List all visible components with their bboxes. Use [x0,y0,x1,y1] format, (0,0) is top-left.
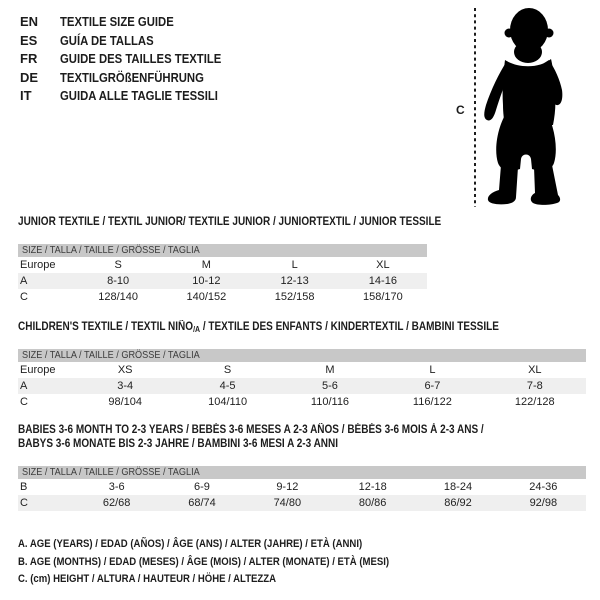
row-label: Europe [20,259,56,271]
size-cell: 4-5 [219,380,236,392]
row-label: A [20,275,28,287]
size-cell: 104/110 [208,396,248,408]
size-cell: 92/98 [529,497,558,509]
junior-title-text: JUNIOR TEXTILE / TEXTIL JUNIOR/ TEXTILE JUNIOR / JUNIORTEXTIL / JUNIOR TESSILE [18,216,442,228]
size-cell: 5-6 [322,380,338,392]
baby-silhouette-icon [484,8,562,205]
size-cell: 110/116 [310,396,350,408]
table-row [18,378,586,394]
language-row [20,69,245,88]
row-label: B [20,481,28,493]
children-section [18,320,586,410]
size-cell: 158/170 [362,291,403,303]
size-cell: 128/140 [98,291,138,303]
size-cell: 14-16 [368,275,397,287]
children-title [18,320,586,335]
baby-figure [455,5,575,210]
size-cell: 98/104 [108,396,143,408]
size-cell: 9-12 [276,481,299,493]
size-header-text: SIZE / TALLA / TAILLE / GRÖSSE / TAGLIA [22,466,200,478]
language-row [20,13,245,32]
language-code: IT [20,88,32,104]
size-cell: 86/92 [444,497,472,509]
size-cell: 152/158 [274,291,315,303]
size-cell: 24-36 [529,481,558,493]
row-label: Europe [20,364,56,376]
language-title: GUÍA DE TALLAS [60,32,154,48]
size-cell: 116/122 [412,396,452,408]
babies-section [18,423,586,511]
size-cell: L [291,259,298,271]
size-cell: 6-9 [194,481,210,493]
language-title: TEXTILE SIZE GUIDE [60,14,174,29]
size-cell: 3-4 [117,380,134,392]
size-cell: 122/128 [514,396,555,408]
size-cell: 62/68 [102,497,131,509]
footnote-b-text: B. AGE (MONTHS) / EDAD (MESES) / ÂGE (MOIS) / ALTER (MONATE) / ETÀ (MESI) [18,555,390,568]
footnote-b [18,554,445,572]
language-code: ES [20,32,38,48]
children-title-text [18,320,499,335]
size-header-bar [18,466,586,479]
size-cell: M [325,364,335,376]
size-cell: 10-12 [192,275,221,287]
footnote-c [18,571,445,589]
size-cell: S [223,364,232,376]
language-title: GUIDE DES TAILLES TEXTILE [60,51,222,67]
row-label: C [20,396,28,408]
babies-title-line1 [18,423,586,437]
size-cell: 7-8 [526,380,543,392]
junior-title [18,215,442,229]
row-label: A [20,380,28,392]
size-cell: 74/80 [273,497,302,509]
table-row [18,479,586,495]
height-marker-label: C [456,103,465,117]
size-cell: 12-18 [358,481,387,493]
table-row [18,273,427,289]
row-label: C [20,291,28,303]
size-cell: 68/74 [188,497,216,509]
language-row [20,50,245,69]
size-header-bar [18,349,586,362]
table-row [18,362,586,378]
footnotes [18,536,445,589]
size-cell: 18-24 [443,481,473,493]
language-code: EN [20,14,39,29]
row-label: C [20,497,28,509]
children-title-subscript: /A [193,325,201,334]
table-row [18,394,586,410]
language-list [20,13,245,106]
children-title-post: / TEXTILE DES ENFANTS / KINDERTEXTIL / BAMBINI TESSILE [200,321,499,333]
size-cell: XL [528,364,542,376]
children-title-pre: CHILDREN'S TEXTILE / TEXTIL NIÑO [18,321,194,333]
size-cell: 140/152 [186,291,227,303]
language-title: TEXTILGRÖßENFÜHRUNG [60,69,204,85]
size-header-text: SIZE / TALLA / TAILLE / GRÖSSE / TAGLIA [22,349,200,361]
size-cell: XL [376,259,390,271]
junior-section [18,215,442,305]
language-row [20,32,245,51]
size-cell: 6-7 [424,380,441,392]
language-code: FR [20,51,38,67]
babies-title-line1-text: BABIES 3-6 MONTH TO 2-3 YEARS / BEBÉS 3-6 MESES A 2-3 AÑOS / BÉBÉS 3-6 MOIS À 2-3 ANS / [18,424,484,436]
table-row [18,289,427,305]
size-cell: S [114,259,122,271]
footnote-c-text: C. (cm) HEIGHT / ALTURA / HAUTEUR / HÖHE / ALTEZZA [18,573,277,585]
size-cell: 12-13 [280,275,309,287]
size-cell: L [429,364,436,376]
table-row [18,495,586,511]
footnote-a [18,536,445,554]
language-code: DE [20,69,39,85]
babies-title-line2-text: BABYS 3-6 MONATE BIS 2-3 JAHRE / BAMBINI 3-6 MESI A 2-3 ANNI [18,438,339,450]
language-title: GUIDA ALLE TAGLIE TESSILI [60,88,218,104]
footnote-a-text: A. AGE (YEARS) / EDAD (AÑOS) / ÂGE (ANS) / ALTER (JAHRE) / ETÀ (ANNI) [18,538,363,550]
size-cell: 3-6 [108,481,125,493]
size-header-bar [18,244,427,257]
size-cell: 8-10 [107,275,130,287]
size-header-text: SIZE / TALLA / TAILLE / GRÖSSE / TAGLIA [22,244,200,256]
babies-title-line2 [18,437,586,451]
language-row [20,87,245,106]
table-row [18,257,427,273]
size-cell: XS [117,364,133,376]
size-cell: 80/86 [358,497,387,509]
size-cell: M [201,259,211,271]
